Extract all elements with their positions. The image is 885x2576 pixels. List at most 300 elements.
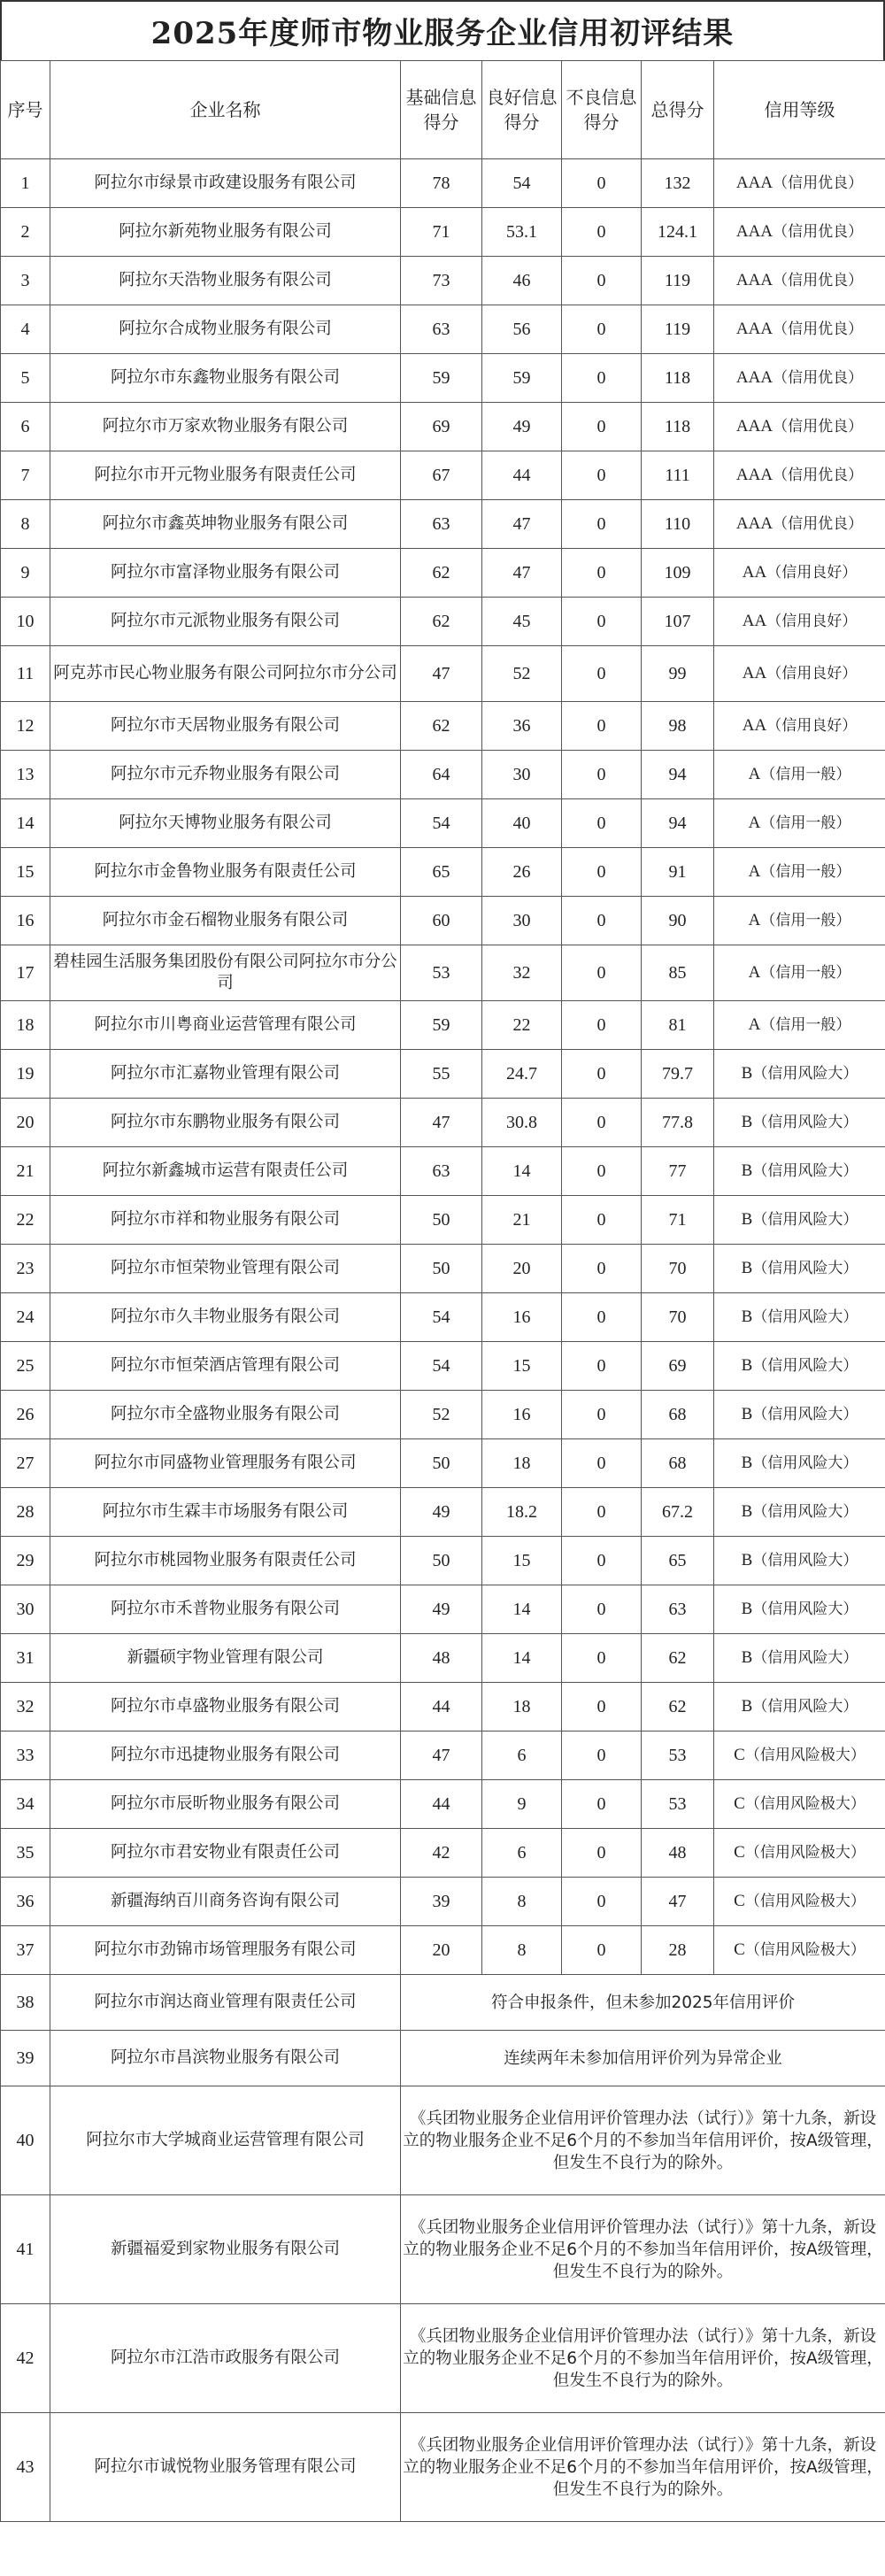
grade-description: （信用优良） xyxy=(773,320,864,338)
row-good-score: 18.2 xyxy=(482,1488,562,1537)
table-body xyxy=(1,159,885,2522)
row-credit-grade xyxy=(714,1878,885,1926)
grade-level: AAA xyxy=(735,222,773,241)
grade-level: B xyxy=(741,1064,753,1083)
row-total-score: 107 xyxy=(642,598,714,646)
row-total-score: 119 xyxy=(642,257,714,305)
grade-description: （信用一般） xyxy=(760,912,851,929)
row-credit-grade xyxy=(714,1342,885,1391)
row-basic-score: 44 xyxy=(401,1683,482,1731)
grade-description: （信用风险极大） xyxy=(744,1795,866,1813)
row-basic-score: 39 xyxy=(401,1878,482,1926)
grade-level: B xyxy=(741,1113,753,1131)
header-name: 企业名称 xyxy=(50,61,401,159)
table-row xyxy=(1,598,885,646)
row-note: 连续两年未参加信用评价列为异常企业 xyxy=(401,2031,885,2086)
row-credit-grade xyxy=(714,1391,885,1439)
row-basic-score: 49 xyxy=(401,1585,482,1634)
row-credit-grade xyxy=(714,159,885,208)
table-row xyxy=(1,1342,885,1391)
row-good-score: 8 xyxy=(482,1878,562,1926)
row-total-score: 90 xyxy=(642,897,714,945)
grade-description: （信用风险大） xyxy=(752,1308,858,1326)
row-total-score: 62 xyxy=(642,1634,714,1683)
grade-level: B xyxy=(741,1356,753,1375)
table-row xyxy=(1,1780,885,1829)
grade-level: AA xyxy=(742,716,767,735)
row-company-name: 阿拉尔市同盛物业管理服务有限公司 xyxy=(50,1439,401,1488)
row-bad-score: 0 xyxy=(562,1342,642,1391)
grade-level: AAA xyxy=(735,174,773,192)
table-row-special xyxy=(1,1975,885,2031)
row-basic-score: 60 xyxy=(401,897,482,945)
row-company-name: 阿拉尔市鑫英坤物业服务有限公司 xyxy=(50,500,401,549)
row-company-name: 阿拉尔市祥和物业服务有限公司 xyxy=(50,1196,401,1245)
grade-level: C xyxy=(734,1746,745,1764)
row-good-score: 18 xyxy=(482,1439,562,1488)
row-note: 《兵团物业服务企业信用评价管理办法（试行）》第十九条，新设立的物业服务企业不足6个月的不参加当年信用评价，按A级管理，但发生不良行为的除外。 xyxy=(401,2086,885,2195)
row-company-name: 阿拉尔市绿景市政建设服务有限公司 xyxy=(50,159,401,208)
row-basic-score: 55 xyxy=(401,1050,482,1099)
row-good-score: 52 xyxy=(482,646,562,702)
row-seq: 21 xyxy=(1,1147,50,1196)
table-row xyxy=(1,1731,885,1780)
row-seq: 8 xyxy=(1,500,50,549)
grade-description: （信用一般） xyxy=(760,1016,851,1034)
grade-description: （信用优良） xyxy=(773,174,864,192)
row-company-name: 新疆福爱到家物业服务有限公司 xyxy=(50,2195,401,2304)
grade-description: （信用优良） xyxy=(773,418,864,436)
row-good-score: 54 xyxy=(482,159,562,208)
grade-level: B xyxy=(741,1454,753,1472)
page-title: 2025年度师市物业服务企业信用初评结果 xyxy=(0,0,885,60)
row-bad-score: 0 xyxy=(562,1634,642,1683)
row-good-score: 40 xyxy=(482,799,562,848)
row-basic-score: 63 xyxy=(401,305,482,354)
row-company-name: 阿拉尔市富泽物业服务有限公司 xyxy=(50,549,401,598)
grade-description: （信用风险极大） xyxy=(744,1747,866,1764)
row-good-score: 26 xyxy=(482,848,562,897)
row-company-name: 阿拉尔市东鑫物业服务有限公司 xyxy=(50,354,401,403)
row-credit-grade xyxy=(714,1634,885,1683)
row-bad-score: 0 xyxy=(562,1878,642,1926)
row-total-score: 132 xyxy=(642,159,714,208)
row-bad-score: 0 xyxy=(562,598,642,646)
grade-description: （信用一般） xyxy=(760,814,851,832)
row-bad-score: 0 xyxy=(562,1099,642,1147)
row-seq: 9 xyxy=(1,549,50,598)
row-seq: 41 xyxy=(1,2195,50,2304)
row-basic-score: 47 xyxy=(401,1099,482,1147)
grade-description: （信用风险大） xyxy=(752,1162,858,1180)
row-seq: 22 xyxy=(1,1196,50,1245)
row-seq: 30 xyxy=(1,1585,50,1634)
row-note: 《兵团物业服务企业信用评价管理办法（试行）》第十九条，新设立的物业服务企业不足6个月的不参加当年信用评价，按A级管理，但发生不良行为的除外。 xyxy=(401,2195,885,2304)
row-seq: 28 xyxy=(1,1488,50,1537)
row-company-name: 新疆海纳百川商务咨询有限公司 xyxy=(50,1878,401,1926)
row-seq: 17 xyxy=(1,945,50,1001)
row-credit-grade xyxy=(714,257,885,305)
grade-description: （信用良好） xyxy=(766,717,858,735)
row-bad-score: 0 xyxy=(562,1585,642,1634)
row-credit-grade xyxy=(714,799,885,848)
row-seq: 11 xyxy=(1,646,50,702)
row-total-score: 109 xyxy=(642,549,714,598)
row-basic-score: 69 xyxy=(401,403,482,451)
table-row xyxy=(1,1001,885,1050)
grade-level: AAA xyxy=(735,368,773,387)
row-basic-score: 67 xyxy=(401,451,482,500)
row-total-score: 48 xyxy=(642,1829,714,1878)
grade-level: B xyxy=(741,1600,753,1618)
row-total-score: 94 xyxy=(642,799,714,848)
row-credit-grade xyxy=(714,1293,885,1342)
row-company-name: 阿拉尔市恒荣酒店管理有限公司 xyxy=(50,1342,401,1391)
row-bad-score: 0 xyxy=(562,354,642,403)
row-company-name: 阿拉尔市恒荣物业管理有限公司 xyxy=(50,1245,401,1293)
row-total-score: 110 xyxy=(642,500,714,549)
grade-level: AA xyxy=(742,612,767,630)
table-row-special xyxy=(1,2413,885,2522)
row-credit-grade xyxy=(714,500,885,549)
row-basic-score: 78 xyxy=(401,159,482,208)
row-basic-score: 47 xyxy=(401,1731,482,1780)
grade-level: AA xyxy=(742,563,767,582)
table-row xyxy=(1,799,885,848)
row-good-score: 47 xyxy=(482,500,562,549)
grade-description: （信用优良） xyxy=(773,272,864,289)
row-good-score: 15 xyxy=(482,1537,562,1585)
grade-description: （信用良好） xyxy=(766,665,858,683)
grade-level: AAA xyxy=(735,466,773,484)
grade-level: A xyxy=(748,862,761,881)
table-row xyxy=(1,1245,885,1293)
row-bad-score: 0 xyxy=(562,257,642,305)
grade-level: B xyxy=(741,1210,753,1229)
grade-level: C xyxy=(734,1892,745,1910)
row-note: 《兵团物业服务企业信用评价管理办法（试行）》第十九条，新设立的物业服务企业不足6个月的不参加当年信用评价，按A级管理，但发生不良行为的除外。 xyxy=(401,2413,885,2522)
row-company-name: 阿拉尔新苑物业服务有限公司 xyxy=(50,208,401,257)
row-basic-score: 71 xyxy=(401,208,482,257)
row-good-score: 22 xyxy=(482,1001,562,1050)
row-good-score: 44 xyxy=(482,451,562,500)
row-bad-score: 0 xyxy=(562,1245,642,1293)
grade-level: C xyxy=(734,1794,745,1813)
row-total-score: 53 xyxy=(642,1780,714,1829)
grade-description: （信用风险大） xyxy=(752,1065,858,1083)
row-seq: 13 xyxy=(1,751,50,799)
table-row-special xyxy=(1,2195,885,2304)
row-bad-score: 0 xyxy=(562,1683,642,1731)
table-row xyxy=(1,549,885,598)
table-row xyxy=(1,1829,885,1878)
row-seq: 7 xyxy=(1,451,50,500)
row-company-name: 阿拉尔市君安物业有限责任公司 xyxy=(50,1829,401,1878)
table-row xyxy=(1,897,885,945)
table-row xyxy=(1,751,885,799)
row-seq: 40 xyxy=(1,2086,50,2195)
row-bad-score: 0 xyxy=(562,945,642,1001)
row-bad-score: 0 xyxy=(562,1926,642,1975)
row-bad-score: 0 xyxy=(562,799,642,848)
row-credit-grade xyxy=(714,305,885,354)
row-bad-score: 0 xyxy=(562,208,642,257)
row-good-score: 6 xyxy=(482,1731,562,1780)
grade-level: A xyxy=(748,765,761,783)
row-basic-score: 64 xyxy=(401,751,482,799)
row-basic-score: 54 xyxy=(401,1293,482,1342)
row-credit-grade xyxy=(714,451,885,500)
row-company-name: 阿拉尔市汇嘉物业管理有限公司 xyxy=(50,1050,401,1099)
row-basic-score: 20 xyxy=(401,1926,482,1975)
row-bad-score: 0 xyxy=(562,848,642,897)
row-seq: 14 xyxy=(1,799,50,848)
row-basic-score: 48 xyxy=(401,1634,482,1683)
row-basic-score: 50 xyxy=(401,1439,482,1488)
row-total-score: 91 xyxy=(642,848,714,897)
row-credit-grade xyxy=(714,1829,885,1878)
row-basic-score: 62 xyxy=(401,598,482,646)
row-good-score: 56 xyxy=(482,305,562,354)
grade-description: （信用一般） xyxy=(760,766,851,783)
row-company-name: 阿拉尔天浩物业服务有限公司 xyxy=(50,257,401,305)
grade-description: （信用风险大） xyxy=(752,1406,858,1423)
row-good-score: 8 xyxy=(482,1926,562,1975)
row-basic-score: 47 xyxy=(401,646,482,702)
row-seq: 34 xyxy=(1,1780,50,1829)
row-good-score: 21 xyxy=(482,1196,562,1245)
row-good-score: 9 xyxy=(482,1780,562,1829)
table-row xyxy=(1,1293,885,1342)
row-seq: 19 xyxy=(1,1050,50,1099)
row-seq: 39 xyxy=(1,2031,50,2086)
row-total-score: 68 xyxy=(642,1391,714,1439)
grade-description: （信用风险极大） xyxy=(744,1941,866,1959)
table-row xyxy=(1,305,885,354)
row-credit-grade xyxy=(714,1683,885,1731)
row-good-score: 30.8 xyxy=(482,1099,562,1147)
row-credit-grade xyxy=(714,1926,885,1975)
row-basic-score: 50 xyxy=(401,1537,482,1585)
row-company-name: 阿拉尔市昌滨物业服务有限公司 xyxy=(50,2031,401,2086)
row-bad-score: 0 xyxy=(562,702,642,751)
row-company-name: 阿拉尔市润达商业管理有限责任公司 xyxy=(50,1975,401,2031)
row-seq: 33 xyxy=(1,1731,50,1780)
row-good-score: 18 xyxy=(482,1683,562,1731)
row-seq: 31 xyxy=(1,1634,50,1683)
row-good-score: 15 xyxy=(482,1342,562,1391)
grade-level: B xyxy=(741,1161,753,1180)
row-total-score: 124.1 xyxy=(642,208,714,257)
row-company-name: 阿克苏市民心物业服务有限公司阿拉尔市分公司 xyxy=(50,646,401,702)
row-credit-grade xyxy=(714,702,885,751)
grade-level: B xyxy=(741,1259,753,1277)
grade-level: B xyxy=(741,1648,753,1667)
grade-level: A xyxy=(748,814,761,832)
row-basic-score: 52 xyxy=(401,1391,482,1439)
row-basic-score: 42 xyxy=(401,1829,482,1878)
row-credit-grade xyxy=(714,1099,885,1147)
row-company-name: 阿拉尔市生霖丰市场服务有限公司 xyxy=(50,1488,401,1537)
header-bad-score: 不良信息得分 xyxy=(562,61,642,159)
row-bad-score: 0 xyxy=(562,451,642,500)
table-row xyxy=(1,1634,885,1683)
table-row xyxy=(1,702,885,751)
row-good-score: 59 xyxy=(482,354,562,403)
row-bad-score: 0 xyxy=(562,500,642,549)
row-good-score: 6 xyxy=(482,1829,562,1878)
row-bad-score: 0 xyxy=(562,1488,642,1537)
table-row xyxy=(1,1926,885,1975)
row-basic-score: 59 xyxy=(401,354,482,403)
grade-description: （信用一般） xyxy=(760,863,851,881)
row-seq: 3 xyxy=(1,257,50,305)
table-row xyxy=(1,208,885,257)
row-company-name: 阿拉尔市元乔物业服务有限公司 xyxy=(50,751,401,799)
row-seq: 42 xyxy=(1,2304,50,2413)
row-good-score: 36 xyxy=(482,702,562,751)
row-seq: 4 xyxy=(1,305,50,354)
grade-description: （信用风险大） xyxy=(752,1649,858,1667)
row-good-score: 30 xyxy=(482,897,562,945)
row-total-score: 81 xyxy=(642,1001,714,1050)
row-note: 《兵团物业服务企业信用评价管理办法（试行）》第十九条，新设立的物业服务企业不足6个月的不参加当年信用评价，按A级管理，但发生不良行为的除外。 xyxy=(401,2304,885,2413)
row-company-name: 新疆硕宇物业管理有限公司 xyxy=(50,1634,401,1683)
row-bad-score: 0 xyxy=(562,1780,642,1829)
row-seq: 15 xyxy=(1,848,50,897)
table-row xyxy=(1,1196,885,1245)
table-row xyxy=(1,1050,885,1099)
row-seq: 27 xyxy=(1,1439,50,1488)
table-row xyxy=(1,945,885,1001)
row-credit-grade xyxy=(714,646,885,702)
credit-results-table xyxy=(0,60,885,2522)
row-seq: 6 xyxy=(1,403,50,451)
row-seq: 16 xyxy=(1,897,50,945)
grade-description: （信用良好） xyxy=(766,564,858,582)
row-basic-score: 49 xyxy=(401,1488,482,1537)
row-basic-score: 54 xyxy=(401,799,482,848)
grade-description: （信用风险大） xyxy=(752,1211,858,1229)
row-credit-grade xyxy=(714,208,885,257)
row-basic-score: 50 xyxy=(401,1245,482,1293)
row-company-name: 阿拉尔市迅捷物业服务有限公司 xyxy=(50,1731,401,1780)
grade-description: （信用优良） xyxy=(773,369,864,387)
grade-level: B xyxy=(741,1697,753,1716)
grade-description: （信用风险大） xyxy=(752,1552,858,1570)
grade-description: （信用风险大） xyxy=(752,1600,858,1618)
row-credit-grade xyxy=(714,897,885,945)
row-basic-score: 44 xyxy=(401,1780,482,1829)
row-credit-grade xyxy=(714,549,885,598)
row-seq: 10 xyxy=(1,598,50,646)
table-row xyxy=(1,1537,885,1585)
row-bad-score: 0 xyxy=(562,1147,642,1196)
row-seq: 23 xyxy=(1,1245,50,1293)
row-bad-score: 0 xyxy=(562,1293,642,1342)
grade-level: A xyxy=(748,963,761,982)
row-basic-score: 63 xyxy=(401,500,482,549)
row-seq: 26 xyxy=(1,1391,50,1439)
row-company-name: 碧桂园生活服务集团股份有限公司阿拉尔市分公司 xyxy=(50,945,401,1001)
row-seq: 32 xyxy=(1,1683,50,1731)
row-good-score: 14 xyxy=(482,1634,562,1683)
grade-level: C xyxy=(734,1843,745,1862)
grade-level: AAA xyxy=(735,514,773,533)
row-basic-score: 73 xyxy=(401,257,482,305)
grade-description: （信用一般） xyxy=(760,964,851,982)
row-bad-score: 0 xyxy=(562,1537,642,1585)
row-seq: 20 xyxy=(1,1099,50,1147)
row-bad-score: 0 xyxy=(562,1731,642,1780)
row-company-name: 阿拉尔市东鹏物业服务有限公司 xyxy=(50,1099,401,1147)
grade-description: （信用风险大） xyxy=(752,1260,858,1277)
grade-level: C xyxy=(734,1940,745,1959)
row-seq: 24 xyxy=(1,1293,50,1342)
grade-description: （信用风险大） xyxy=(752,1114,858,1131)
row-seq: 36 xyxy=(1,1878,50,1926)
row-total-score: 70 xyxy=(642,1293,714,1342)
grade-description: （信用风险大） xyxy=(752,1454,858,1472)
row-total-score: 79.7 xyxy=(642,1050,714,1099)
row-bad-score: 0 xyxy=(562,646,642,702)
grade-description: （信用优良） xyxy=(773,515,864,533)
row-seq: 2 xyxy=(1,208,50,257)
row-basic-score: 65 xyxy=(401,848,482,897)
table-row xyxy=(1,1147,885,1196)
row-good-score: 47 xyxy=(482,549,562,598)
table-row-special xyxy=(1,2031,885,2086)
row-credit-grade xyxy=(714,1147,885,1196)
grade-level: AAA xyxy=(735,271,773,289)
row-total-score: 119 xyxy=(642,305,714,354)
row-total-score: 67.2 xyxy=(642,1488,714,1537)
row-company-name: 阿拉尔新鑫城市运营有限责任公司 xyxy=(50,1147,401,1196)
row-credit-grade xyxy=(714,751,885,799)
row-company-name: 阿拉尔天博物业服务有限公司 xyxy=(50,799,401,848)
row-total-score: 47 xyxy=(642,1878,714,1926)
row-basic-score: 62 xyxy=(401,549,482,598)
grade-level: B xyxy=(741,1405,753,1423)
row-company-name: 阿拉尔市天居物业服务有限公司 xyxy=(50,702,401,751)
row-company-name: 阿拉尔市卓盛物业服务有限公司 xyxy=(50,1683,401,1731)
grade-description: （信用风险大） xyxy=(752,1503,858,1521)
row-basic-score: 54 xyxy=(401,1342,482,1391)
table-row xyxy=(1,1585,885,1634)
row-company-name: 阿拉尔市大学城商业运营管理有限公司 xyxy=(50,2086,401,2195)
table-row xyxy=(1,159,885,208)
row-credit-grade xyxy=(714,1731,885,1780)
row-good-score: 46 xyxy=(482,257,562,305)
grade-description: （信用良好） xyxy=(766,613,858,630)
row-credit-grade xyxy=(714,1050,885,1099)
row-credit-grade xyxy=(714,1585,885,1634)
table-row xyxy=(1,848,885,897)
row-total-score: 98 xyxy=(642,702,714,751)
row-bad-score: 0 xyxy=(562,751,642,799)
row-company-name: 阿拉尔市久丰物业服务有限公司 xyxy=(50,1293,401,1342)
grade-level: B xyxy=(741,1502,753,1521)
grade-description: （信用风险大） xyxy=(752,1357,858,1375)
row-good-score: 16 xyxy=(482,1293,562,1342)
grade-level: A xyxy=(748,1015,761,1034)
row-basic-score: 59 xyxy=(401,1001,482,1050)
grade-level: AA xyxy=(742,664,767,683)
header-good-score: 良好信息得分 xyxy=(482,61,562,159)
table-row-special xyxy=(1,2304,885,2413)
row-bad-score: 0 xyxy=(562,1001,642,1050)
row-company-name: 阿拉尔市万家欢物业服务有限公司 xyxy=(50,403,401,451)
